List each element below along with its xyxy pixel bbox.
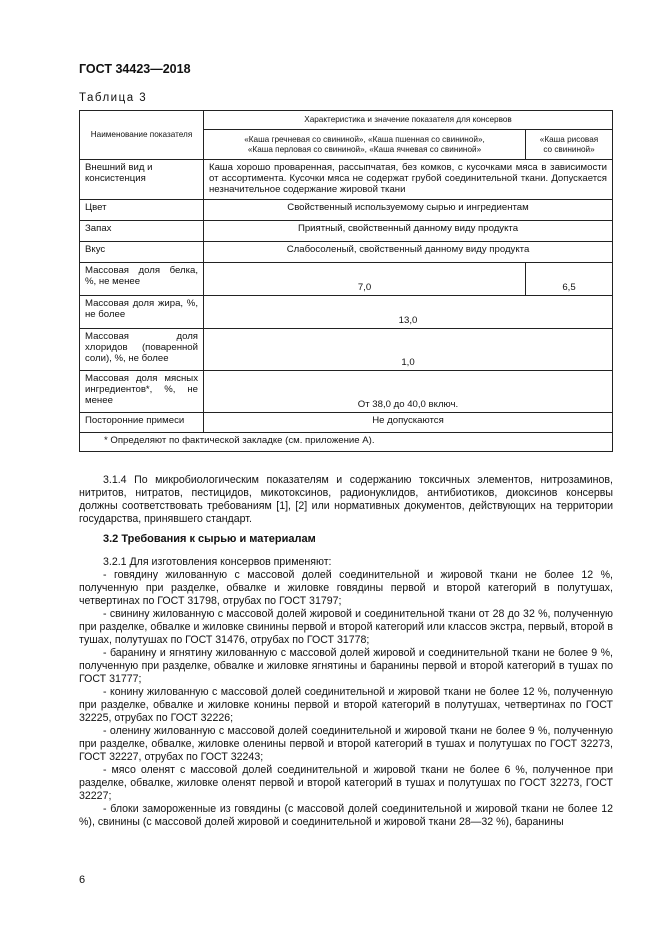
table-row [80, 296, 613, 329]
table-row [80, 242, 613, 263]
row-name-appearance: Внешний вид и консистенция [80, 160, 204, 200]
row-value-smell: Приятный, свойственный данному виду продукта [204, 221, 613, 242]
subheader-group-2-line-2: со свининой» [543, 144, 595, 154]
paragraph-3-1-4 [79, 474, 613, 526]
table-row [80, 329, 613, 371]
list-item: - блоки замороженные из говядины (с массовой долей соединительной и жировой ткани не более 12 %), свинины (с массовой долей жировой и соединительной и жировой ткани 28—32 %), баранины [79, 803, 613, 828]
table-row [80, 200, 613, 221]
header-indicator-name: Наименование показателя [80, 111, 204, 160]
subheader-group-2-line-1: «Каша рисовая [539, 134, 599, 144]
row-value-chlorides: 1,0 [204, 329, 613, 371]
list-item: - мясо оленят с массовой долей соединительной и жировой ткани не более 6 %, полученное при разделке, обвалке, жиловке оленят первой и второй категорий в тушах и полутушах по ГОСТ 32273, ГОСТ 32227; [79, 764, 613, 802]
subheader-group-1-line-2: «Каша перловая со свининой», «Каша ячневая со свининой» [247, 144, 482, 154]
page-number: 6 [79, 874, 86, 886]
subheader-group-2 [526, 130, 613, 160]
row-name-chlorides: Массовая доля хлоридов (поваренной соли), %, не более [80, 329, 204, 371]
row-value-fat: 13,0 [204, 296, 613, 329]
row-name-smell: Запах [80, 221, 204, 242]
row-value-taste: Слабосоленый, свойственный данному виду продукта [204, 242, 613, 263]
subheader-group-1-line-1: «Каша гречневая со свининой», «Каша пшенная со свининой», [244, 134, 485, 144]
row-value-appearance: Каша хорошо проваренная, рассыпчатая, без комков, с кусочками мяса в зависимости от ассортимента. Кусочки мяса не содержат грубой соединительной ткани. Допускается незначительное содержание жировой ткани [204, 160, 613, 200]
row-name-meat-ingredients: Массовая доля мясных ингредиентов*, %, не менее [80, 371, 204, 413]
list-item: - свинину жилованную с массовой долей жировой и соединительной ткани от 28 до 32 %, полученную при разделке, обвалке и жиловке свинины первой и второй категорий или классов экстра, первый, второй в тушах, полутушах по ГОСТ 31476, отрубах по ГОСТ 31778; [79, 608, 613, 646]
table-row [80, 413, 613, 433]
table-row [80, 371, 613, 413]
paragraph-3-1-4-text: 3.1.4 По микробиологическим показателям и содержанию токсичных элементов, нитрозаминов, нитритов, нитратов, пестицидов, микотоксинов, радионуклидов, антибиотиков, диоксинов консервы должны соответствовать требованиям [1], [2] или нормативных документов, действующих на территории государства, принявшего стандарт. [79, 474, 613, 525]
subheader-group-1 [204, 130, 526, 160]
row-value-meat-ingredients: От 38,0 до 40,0 включ. [204, 371, 613, 413]
spec-table [79, 110, 613, 452]
row-name-impurities: Посторонние примеси [80, 413, 204, 433]
list-item: - конину жилованную с массовой долей соединительной и жировой ткани не более 12 %, полученную при разделке, обвалке и жиловке конины первой и второй категорий в полутушах, четвертинах по ГОСТ 32225, отрубах по ГОСТ 32226; [79, 686, 613, 724]
row-value-protein-2: 6,5 [526, 263, 613, 296]
table-footnote: * Определяют по фактической закладке (см. приложение А). [80, 433, 613, 452]
section-3-2-body [79, 556, 613, 829]
row-name-taste: Вкус [80, 242, 204, 263]
table-caption: Таблица 3 [79, 92, 148, 104]
paragraph-3-2-1: 3.2.1 Для изготовления консервов применяют: [103, 556, 332, 568]
row-name-protein: Массовая доля белка, %, не менее [80, 263, 204, 296]
table-row [80, 221, 613, 242]
list-item: - баранину и ягнятину жилованную с массовой долей жировой и соединительной ткани не более 9 %, полученную при разделке, обвалке и жиловке ягнятины и баранины первой и второй категорий в тушах по ГОСТ 31777; [79, 647, 613, 685]
list-item: - говядину жилованную с массовой долей соединительной и жировой ткани не более 12 %, полученную при разделке, обвалке и жиловке говядины первой и второй категорий в полутушах, четвертинах по ГОСТ 31798, отрубах по ГОСТ 31797; [79, 569, 613, 607]
header-characteristic: Характеристика и значение показателя для консервов [204, 111, 613, 130]
row-value-color: Свойственный используемому сырью и ингредиентам [204, 200, 613, 221]
row-name-color: Цвет [80, 200, 204, 221]
section-3-2-title: 3.2 Требования к сырью и материалам [103, 533, 316, 545]
list-item: - оленину жилованную с массовой долей соединительной и жировой ткани не более 9 %, полученную при разделке, обвалке, жиловке оленины первой и второй категорий в тушах и полутушах по ГОСТ 32273, ГОСТ 32227, отрубах по ГОСТ 32243; [79, 725, 613, 763]
table-row [80, 160, 613, 200]
table-row [80, 263, 613, 296]
document-code-header: ГОСТ 34423—2018 [79, 62, 191, 76]
row-name-fat: Массовая доля жира, %, не более [80, 296, 204, 329]
row-value-impurities: Не допускаются [204, 413, 613, 433]
row-value-protein-1: 7,0 [204, 263, 526, 296]
